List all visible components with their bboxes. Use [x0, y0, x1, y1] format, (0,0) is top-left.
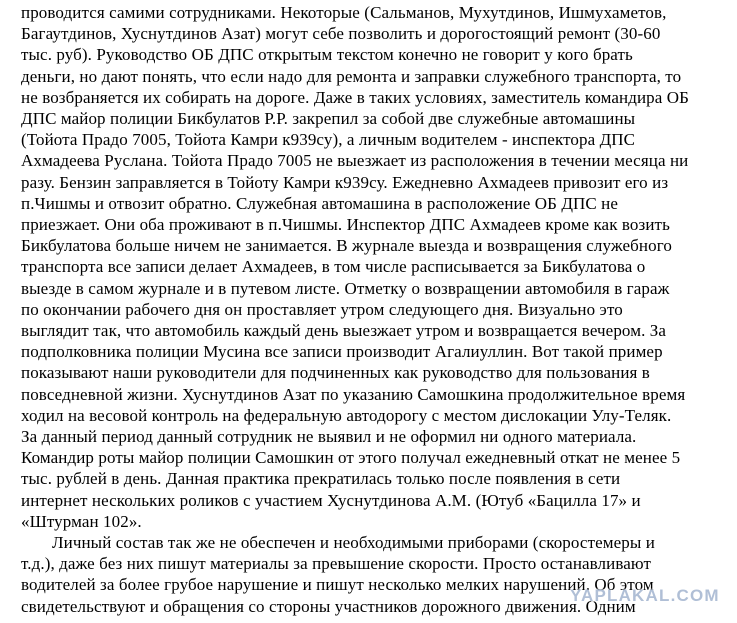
text-line: п.Чишмы и отвозит обратно. Служебная автомашина в расположение ОБ ДПС не: [21, 193, 619, 213]
text-line: показывают наши руководители для подчиненных как руководство для пользования в: [21, 363, 650, 383]
text-line: транспорта все записи делает Ахмадеев, в том числе расписывается за Бикбулатова о: [21, 257, 646, 277]
text-line: ходил на весовой контроль на федеральную автодорогу с местом дислокации Улу-Теляк.: [21, 405, 672, 425]
text-line: подполковника полиции Мусина все записи производит Агалиуллин. Вот такой пример: [21, 342, 663, 362]
text-line: выглядит так, что автомобиль каждый день выезжает утром и возвращается вечером. За: [21, 321, 667, 341]
text-line: не возбраняется их собирать на дороге. Даже в таких условиях, заместитель командира ОБ: [21, 87, 689, 107]
text-line: свидетельствуют и обращения со стороны участников дорожного движения. Одним: [21, 596, 636, 616]
text-line: повседневной жизни. Хуснутдинов Азат по указанию Самошкина продолжительное время: [21, 384, 686, 404]
yaplakal-watermark: YAPLAKAL.COM: [570, 586, 720, 605]
text-line: тыс. руб). Руководство ОБ ДПС открытым текстом конечно не говорит у кого брать: [21, 45, 633, 65]
text-line: Бикбулатова больше ничем не занимается. В журнале выезда и возвращения служебного: [21, 236, 672, 256]
text-line: водителей за более грубое нарушение и пишут несколько мелких нарушений. Об этом: [21, 575, 654, 595]
text-line: выезде в самом журнале и в путевом листе. Отметку о возвращении автомобиля в гараж: [21, 278, 670, 298]
text-line: Багаутдинов, Хуснутдинов Азат) могут себе позволить и дорогостоящий ремонт (30-60: [21, 24, 661, 44]
text-line: по окончании рабочего дня он проставляет утром следующего дня. Визуально это: [21, 299, 623, 319]
text-line: проводится самими сотрудниками. Некоторые (Сальманов, Мухутдинов, Ишмухаметов,: [21, 3, 667, 22]
text-line: ДПС майор полиции Бикбулатов Р.Р. закрепил за собой две служебные автомашины: [21, 109, 636, 129]
paragraph-first-line: Личный состав так же не обеспечен и необходимыми приборами (скоростемеры и: [52, 533, 655, 553]
text-line: «Штурман 102».: [21, 511, 142, 531]
text-line: приезжает. Они оба проживают в п.Чишмы. Инспектор ДПС Ахмадеев кроме как возить: [21, 215, 670, 235]
text-line: интернет нескольких роликов с участием Хуснутдинова А.М. (Ютуб «Бацилла 17» и: [21, 490, 641, 510]
text-block: [21, 2, 733, 617]
text-line: т.д.), даже без них пишут материалы за превышение скорости. Просто останавливают: [21, 554, 651, 574]
text-line: За данный период данный сотрудник не выявил и не оформил ни одного материала.: [21, 427, 637, 447]
text-line: деньги, но дают понять, что если надо для ремонта и заправки служебного транспорта, то: [21, 66, 682, 86]
text-line: (Тойота Прадо 7005, Тойота Камри к939су), а личным водителем - инспектора ДПС: [21, 130, 636, 150]
text-line: разу. Бензин заправляется в Тойоту Камри к939су. Ежедневно Ахмадеев привозит его из: [21, 172, 669, 192]
text-line: тыс. рублей в день. Данная практика прекратилась только после появления в сети: [21, 469, 621, 489]
text-line: Ахмадеева Руслана. Тойота Прадо 7005 не выезжает из расположения в течении месяца ни: [21, 151, 689, 171]
text-line: Командир роты майор полиции Самошкин от этого получал ежедневный откат не менее 5: [21, 448, 681, 468]
